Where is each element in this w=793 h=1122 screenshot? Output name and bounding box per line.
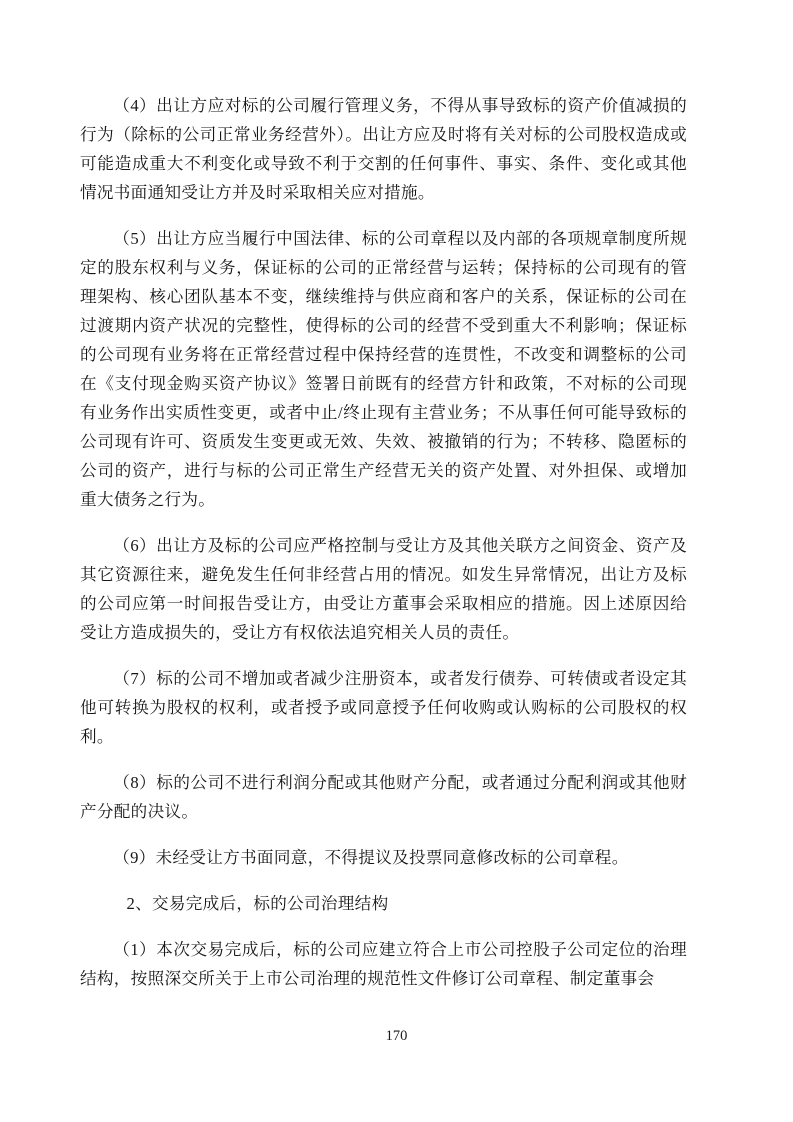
paragraph-8: （8）标的公司不进行利润分配或其他财产分配，或者通过分配利润或其他财产分配的决议。 bbox=[80, 773, 687, 821]
paragraph-7: （7）标的公司不增加或者减少注册资本，或者发行债券、可转债或者设定其他可转换为股权的权利，或者授予或同意授予任何收购或认购标的公司股权的权利。 bbox=[80, 669, 687, 746]
paragraph-6: （6）出让方及标的公司应严格控制与受让方及其他关联方之间资金、资产及其它资源往来，避免发生任何非经营占用的情况。如发生异常情况，出让方及标的公司应第一时间报告受让方，由受让方董事会采取相应的措施。因上述原因给受让方造成损失的，受让方有权依法追究相关人员的责任。 bbox=[80, 536, 687, 642]
section-heading-2: 2、交易完成后，标的公司治理结构 bbox=[126, 894, 389, 913]
paragraph-5: （5）出让方应当履行中国法律、标的公司章程以及内部的各项规章制度所规定的股东权利与义务，保证标的公司的正常经营与运转；保持标的公司现有的管理架构、核心团队基本不变，继续维持与供应商和客户的关系，保证标的公司在过渡期内资产状况的完整性，使得标的公司的经营不受到重大不利影响；保证标的公司现有业务将在正常经营过程中保持经营的连贯性，不改变和调整标的公司在《支付现金购买资产协议》签署日前既有的经营方针和政策，不对标的公司现有业务作出实质性变更，或者中止/终止现有主营业务；不从事任何可能导致标的公司现有许可、资质发生变更或无效、失效、被撤销的行为；不转移、隐匿标的公司的资产，进行与标的公司正常生产经营无关的资产处置、对外担保、或增加重大债务之行为。 bbox=[80, 229, 687, 509]
paragraph-4: （4）出让方应对标的公司履行管理义务，不得从事导致标的资产价值减损的行为（除标的公司正常业务经营外）。出让方应及时将有关对标的公司股权造成或可能造成重大不利变化或导致不利于交割的任何事件、事实、条件、变化或其他情况书面通知受让方并及时采取相关应对措施。 bbox=[80, 96, 687, 202]
paragraph-9: （9）未经受让方书面同意，不得提议及投票同意修改标的公司章程。 bbox=[113, 848, 629, 867]
paragraph-2-1: （1）本次交易完成后，标的公司应建立符合上市公司控股子公司定位的治理结构，按照深交所关于上市公司治理的规范性文件修订公司章程、制定董事会 bbox=[80, 940, 687, 988]
document-body bbox=[80, 91, 687, 993]
page-number: 170 bbox=[385, 1028, 408, 1044]
